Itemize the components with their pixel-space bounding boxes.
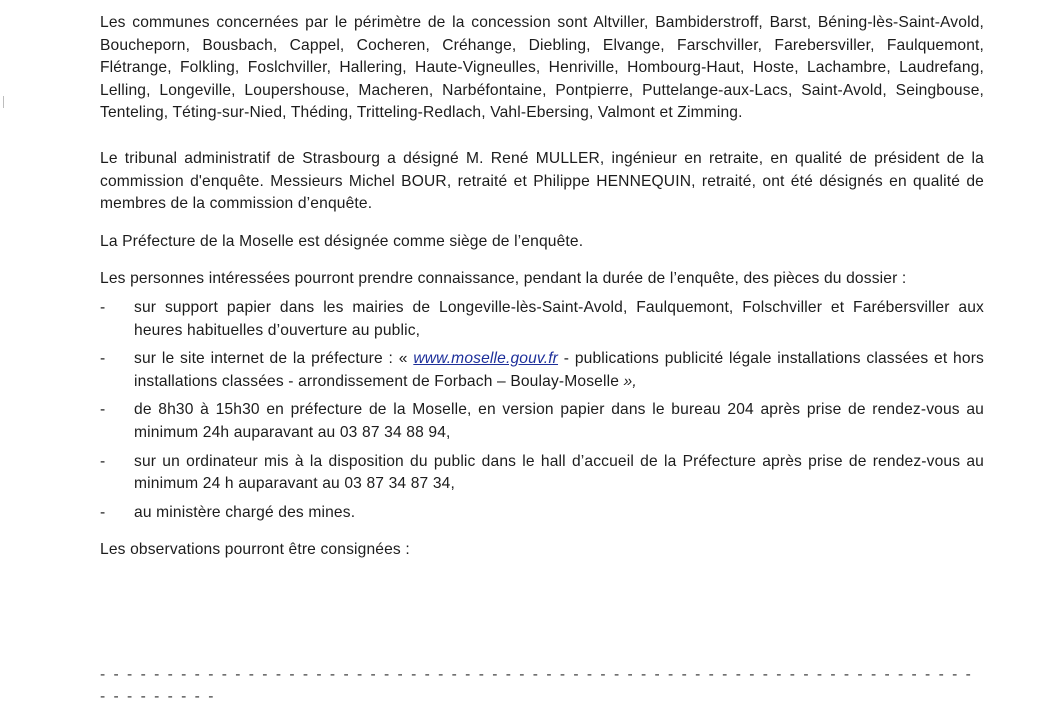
list-item-text: de 8h30 à 15h30 en préfecture de la Moselle, en version papier dans le bureau 204 après prise de rendez-vous au minimum 24h auparavant au 03 87 34 88 94, [134,401,984,441]
scan-margin-mark [3,96,4,108]
list-item-text-closing: », [623,372,637,390]
bullet-dash: - [100,452,106,470]
list-item-text: sur support papier dans les mairies de Longeville-lès-Saint-Avold, Faulquemont, Folschviller et Farébersviller aux heures habituelles d’ouverture au public, [134,298,984,339]
siege-paragraph: La Préfecture de la Moselle est désignée comme siège de l’enquête. [100,232,584,250]
list-item-text-suffix: - publications publicité légale installations classées et hors installations classées - arrondissement de Forbach – Boulay-Moselle [134,350,984,390]
communes-paragraph: Les communes concernées par le périmètre de la concession sont Altviller, Bambiderstroff, Barst, Béning-lès-Saint-Avold, Boucheporn, Bousbach, Cappel, Cocheren, Créhange, Diebling, Elvange, Farschviller, Farebersviller, Faulquemont, Flétrange, Folkling, Foslchviller, Hallering, Haute-Vigneulles, Henriville, Hombourg-Haut, Hoste, Lachambre, Laudrefang, Lelling, Longeville, Loupershouse, Macheren, Narbéfontaine, Pontpierre, Puttelange-aux-Lacs, Saint-Avold, Seingbouse, Tenteling, Téting-sur-Nied, Théding, Tritteling-Redlach, Vahl-Ebersing, Valmont et Zimming. [100,14,984,122]
list-item [100,502,984,525]
consultation-intro-paragraph: Les personnes intéressées pourront prendre connaissance, pendant la durée de l’enquête, des pièces du dossier : [100,270,907,288]
bullet-dash: - [100,401,106,419]
list-item-text: sur un ordinateur mis à la disposition du public dans le hall d’accueil de la Préfecture après prise de rendez-vous au minimum 24 h auparavant au 03 87 34 87 34, [134,452,984,493]
cut-off-text-line: - - - - - - - - - - - - - - - - - - - - - - - - - - - - - - - - - - - - - - - - - - - - - - - - - - - - - - - - - - - - - - - - - - - - - - - - - - [100,666,973,705]
list-item-text-prefix: sur le site internet de la préfecture : « [134,350,414,368]
list-item-text: au ministère chargé des mines. [134,503,356,521]
list-item [100,451,984,496]
bullet-dash: - [100,350,106,368]
document-page [100,12,984,562]
bullet-dash: - [100,503,106,521]
bullet-dash: - [100,298,106,316]
list-item [100,348,984,393]
tribunal-paragraph: Le tribunal administratif de Strasbourg a désigné M. René MULLER, ingénieur en retraite, en qualité de président de la commission d'enquête. Messieurs Michel BOUR, retraité et Philippe HENNEQUIN, retraité, ont été désignés en qualité de membres de la commission d’enquête. [100,149,984,213]
list-item [100,297,984,342]
consultation-list [100,297,984,524]
observations-intro-paragraph: Les observations pourront être consignées : [100,541,410,559]
list-item [100,399,984,444]
prefecture-website-link[interactable]: www.moselle.gouv.fr [413,350,559,368]
